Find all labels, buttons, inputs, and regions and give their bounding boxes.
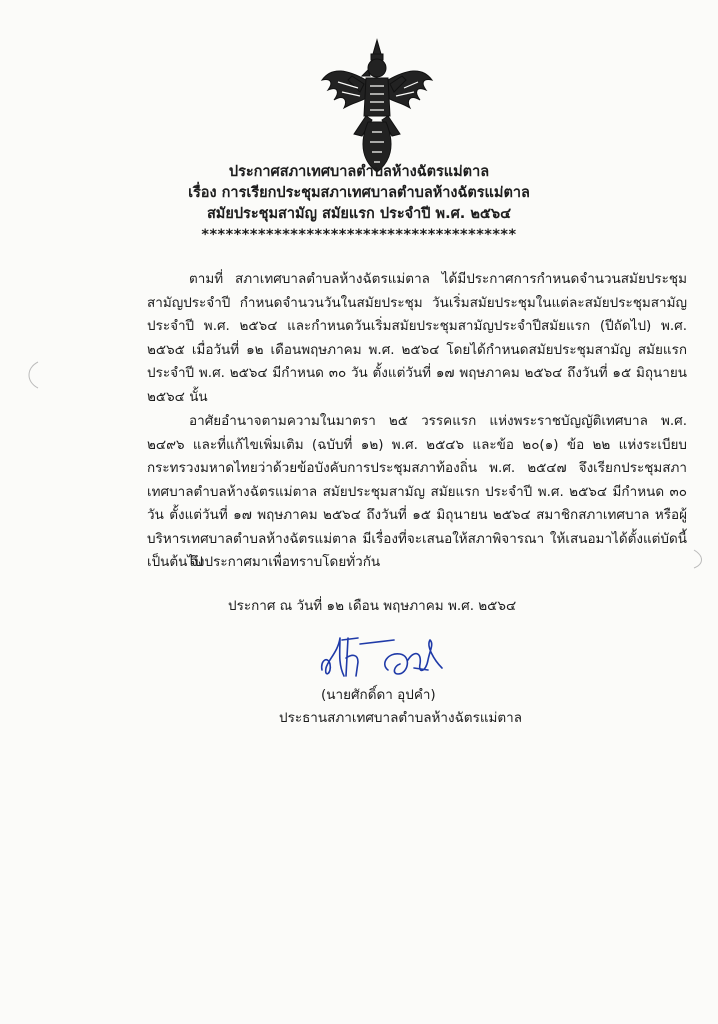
date-line: ประกาศ ณ วันที่ ๑๒ เดือน พฤษภาคม พ.ศ. ๒๕๖๔ bbox=[228, 598, 517, 614]
signature-image bbox=[318, 630, 458, 685]
announcement-line: จึงประกาศมาเพื่อทราบโดยทั่วกัน bbox=[190, 554, 381, 570]
signer-name: (นายศักดิ์ดา อุปคำ) bbox=[321, 687, 436, 703]
garuda-emblem-icon bbox=[318, 36, 436, 176]
signer-position: ประธานสภาเทศบาลตำบลห้างฉัตรแม่ตาล bbox=[279, 710, 523, 726]
scan-mark-right bbox=[692, 548, 706, 570]
header-session: สมัยประชุมสามัญ สมัยแรก ประจำปี พ.ศ. ๒๕๖๔ bbox=[206, 206, 512, 222]
header-subject: เรื่อง การเรียกประชุมสภาเทศบาลตำบลห้างฉัตรแม่ตาล bbox=[188, 185, 530, 201]
paragraph-1-text: ตามที่ สภาเทศบาลตำบลห้างฉัตรแม่ตาล ได้มีประกาศการกำหนดจำนวนสมัยประชุมสามัญประจำปี กำหนดจำนวนวันในสมัยประชุม วันเริ่มสมัยประชุมในแต่ละสมัยประชุมสามัญประจำปี พ.ศ. ๒๕๖๔ และกำหนดวันเริ่มสมัยประชุมสามัญประจำปีสมัยแรก (ปีถัดไป) พ.ศ. ๒๕๖๕ เมื่อวันที่ ๑๒ เดือนพฤษภาคม พ.ศ. ๒๕๖๔ โดยได้กำหนดสมัยประชุมสามัญ สมัยแรก ประจำปี พ.ศ. ๒๕๖๔ มีกำหนด ๓๐ วัน ตั้งแต่วันที่ ๑๗ พฤษภาคม ๒๕๖๔ ถึงวันที่ ๑๕ มิถุนายน ๒๕๖๔ นั้น bbox=[147, 271, 687, 405]
paragraph-2-text: อาศัยอำนาจตามความในมาตรา ๒๕ วรรคแรก แห่งพระราชบัญญัติเทศบาล พ.ศ. ๒๔๙๖ และที่แก้ไขเพิ่มเติม (ฉบับที่ ๑๒) พ.ศ. ๒๕๔๖ และข้อ ๒๐(๑) ข้อ ๒๒ แห่งระเบียบกระทรวงมหาดไทยว่าด้วยข้อบังคับการประชุมสภาท้องถิ่น พ.ศ. ๒๕๔๗ จึงเรียกประชุมสภาเทศบาลตำบลห้างฉัตรแม่ตาล สมัยประชุมสามัญ สมัยแรก ประจำปี พ.ศ. ๒๕๖๔ มีกำหนด ๓๐ วัน ตั้งแต่วันที่ ๑๗ พฤษภาคม ๒๕๖๔ ถึงวันที่ ๑๕ มิถุนายน ๒๕๖๔ สมาชิกสภาเทศบาล หรือผู้บริหารเทศบาลตำบลห้างฉัตรแม่ตาล มีเรื่องที่จะเสนอให้สภาพิจารณา ให้เสนอมาได้ตั้งแต่บัดนี้ เป็นต้นไป bbox=[147, 413, 687, 570]
header-separator: *************************************** bbox=[201, 227, 517, 243]
header-title: ประกาศสภาเทศบาลตำบลห้างฉัตรแม่ตาล bbox=[228, 164, 490, 180]
body-paragraph-1 bbox=[147, 268, 687, 409]
scan-mark-left bbox=[22, 360, 42, 390]
document-header bbox=[0, 162, 718, 246]
